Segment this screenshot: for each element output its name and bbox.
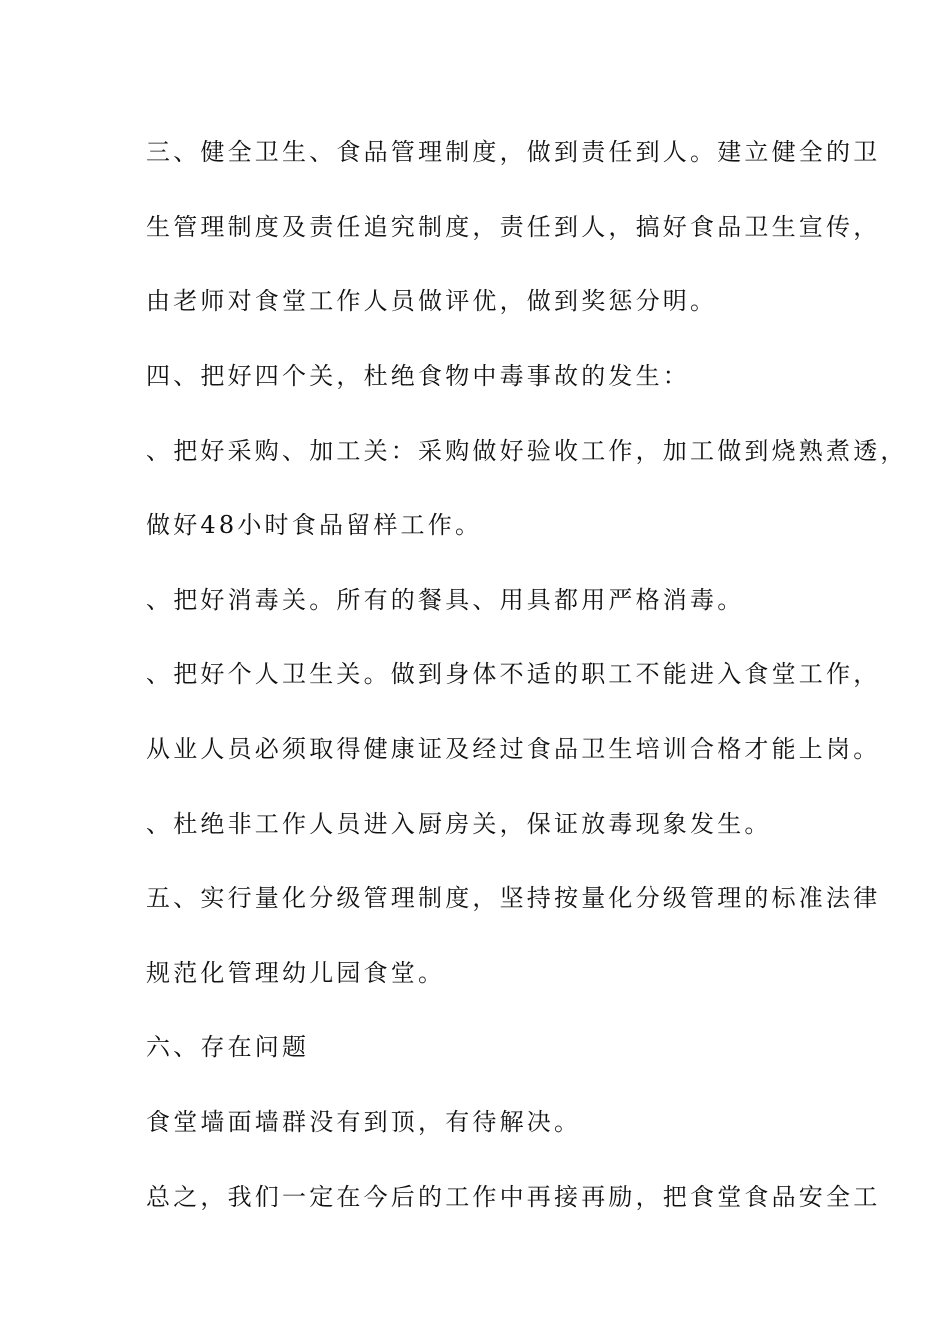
text-line: 三、健全卫生、食品管理制度，做到责任到人。建立健全的卫 xyxy=(146,138,881,166)
text-line: 做好48小时食品留样工作。 xyxy=(146,511,483,539)
text-line: 生管理制度及责任追究制度，责任到人，搞好食品卫生宣传， xyxy=(146,213,881,241)
text-line: 食堂墙面墙群没有到顶，有待解决。 xyxy=(146,1108,582,1136)
text-line: 、杜绝非工作人员进入厨房关，保证放毒现象发生。 xyxy=(146,810,772,838)
text-line: 六、存在问题 xyxy=(146,1033,310,1061)
text-line: 、把好采购、加工关：采购做好验收工作，加工做到烧熟煮透， xyxy=(146,437,908,465)
text-line: 五、实行量化分级管理制度，坚持按量化分级管理的标准法律 xyxy=(146,884,881,912)
text-line: 由老师对食堂工作人员做评优，做到奖惩分明。 xyxy=(146,287,718,315)
text-line: 、把好个人卫生关。做到身体不适的职工不能进入食堂工作， xyxy=(146,660,881,688)
text-line: 四、把好四个关，杜绝食物中毒事故的发生： xyxy=(146,362,690,390)
text-line: 、把好消毒关。所有的餐具、用具都用严格消毒。 xyxy=(146,586,745,614)
text-line: 从业人员必须取得健康证及经过食品卫生培训合格才能上岗。 xyxy=(146,735,881,763)
text-line: 总之，我们一定在今后的工作中再接再励，把食堂食品安全工 xyxy=(146,1183,881,1211)
text-line: 规范化管理幼儿园食堂。 xyxy=(146,959,446,987)
